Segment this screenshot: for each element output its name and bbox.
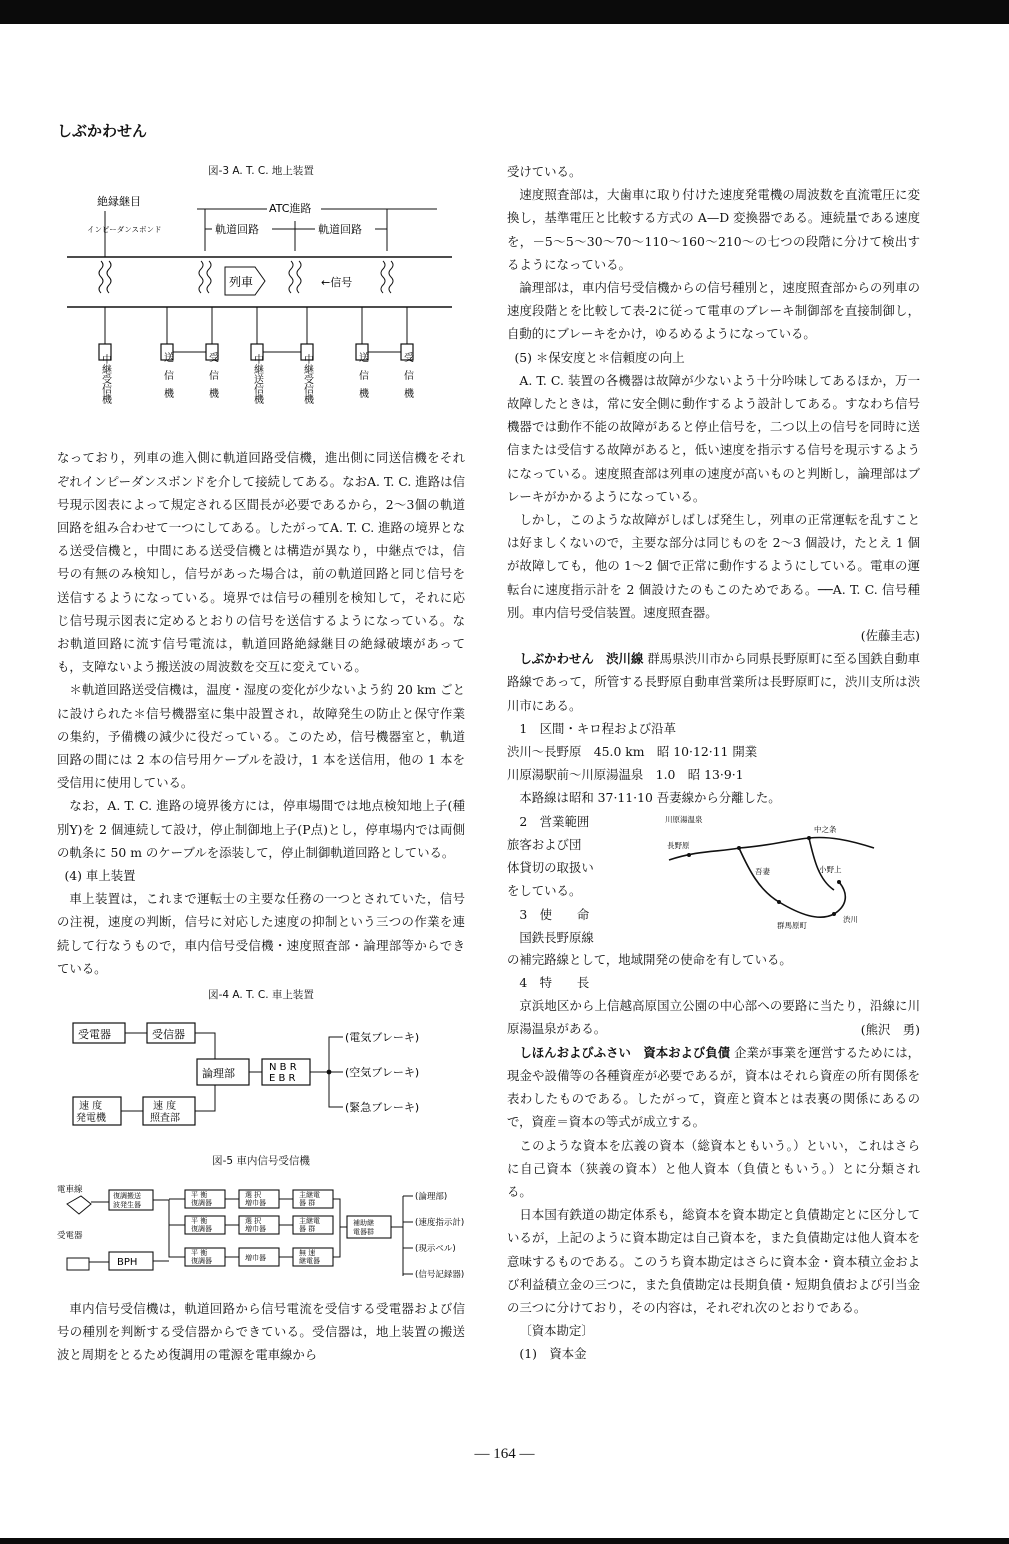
running-header: しぶかわせん xyxy=(57,122,148,140)
entry-heading-3: 3 使 命 xyxy=(519,906,590,922)
entry-body-shihon-2: このような資本を広義の資本（総資本ともいう。）といい，これはさらに自己資本（狭義の資本）と他人資本（負債ともいう。）とに分類される。 xyxy=(507,1137,920,1199)
fig3-unit-label-7: 受信機 xyxy=(401,352,413,407)
entry-route-3: 本路線は昭和 37·11·10 吾妻線から分離した。 xyxy=(519,790,781,806)
entry-body-2-line1: 旅客および団 xyxy=(507,836,582,852)
fig5-box-heikou-3b: 復調器 xyxy=(191,1256,212,1265)
fig5-box-heikou-2a: 平 衡 xyxy=(191,1216,208,1225)
fig5-box-shusen-1b: 器 群 xyxy=(299,1198,316,1207)
fig3-unit-label-5: 中継受信機 xyxy=(301,354,313,405)
fig5-box-hojo-b: 電器群 xyxy=(353,1227,374,1236)
fig4-box-ebr: E B R xyxy=(269,1073,296,1085)
fig5-caption: 図-5 車内信号受信機 xyxy=(212,1155,310,1168)
bottom-border-bar xyxy=(0,1538,1009,1544)
fig5-box-sentaku-2a: 選 択 xyxy=(245,1216,262,1225)
entry-shihon-heading-2: (1) 資本金 xyxy=(519,1346,587,1362)
right-paragraph-5: しかし，このような故障がしばしば発生し，列車の正常運転を乱すことは好ましくないので，主要な部分は同じものを 2～3 個設け，たとえ 1 個が故障しても，他の 1～2 個で正常に動作するようにしている。電車の運転台に速度指示計を 2 個設けたのもこのためである。──A. T. C. 信号種別。車内信号受信装置。速度照査器。 xyxy=(507,512,920,620)
entry-shihon-heading-1: 〔資本勘定〕 xyxy=(519,1323,594,1339)
map-label-4: 小野上 xyxy=(819,864,842,874)
fig3-label-signal: ←信号 xyxy=(321,276,353,290)
entry-body-4: 京浜地区から上信越高原国立公園の中心部への要路に当たり，沿線に川原湯温泉がある。 xyxy=(507,998,920,1037)
fig3-atc-ground-diagram xyxy=(57,189,465,429)
fig5-box-zouhaba: 増巾器 xyxy=(245,1253,266,1262)
fig3-label-insulation: 絶縁継目 xyxy=(97,195,141,209)
fig5-box-fukuchou-1: 復調搬送 xyxy=(113,1191,141,1200)
route-map xyxy=(659,810,889,940)
fig4-box-hatsuden-2: 発電機 xyxy=(76,1113,106,1125)
fig4-box-shousa-1: 速 度 xyxy=(153,1101,177,1113)
map-label-5: 吾妻 xyxy=(755,866,770,876)
fig3-label-atc: ATC進路 xyxy=(269,202,312,216)
fig5-box-heikou-2b: 復調器 xyxy=(191,1224,212,1233)
fig3-unit-label-4: 中継送信機 xyxy=(251,354,263,405)
fig5-box-sentaku-1b: 増巾器 xyxy=(245,1198,266,1207)
fig4-box-nbr: N B R xyxy=(269,1062,297,1074)
fig4-output-1: (電気ブレーキ) xyxy=(345,1031,420,1045)
fig3-unit-label-2: 送信機 xyxy=(161,352,173,407)
map-label-3: 渋川 xyxy=(843,914,858,924)
fig5-box-bph: BPH xyxy=(117,1256,138,1268)
left-paragraph-5: 車内信号受信機は，軌道回路から信号電流を受信する受電器および信号の種別を判断する受信器からできている。受信器は，地上装置の搬送波と周期をとるため復調用の電源を電車線から xyxy=(57,1300,465,1363)
fig5-box-sentaku-1a: 選 択 xyxy=(245,1190,262,1199)
fig5-box-fukuchou-2: 波発生器 xyxy=(113,1200,141,1209)
fig5-box-heikou-1b: 復調器 xyxy=(191,1198,212,1207)
fig3-label-track2: 軌道回路 xyxy=(318,223,362,237)
fig5-receiver-diagram xyxy=(57,1182,465,1282)
map-label-7: 川原湯温泉 xyxy=(665,814,703,824)
right-paragraph-3: 論理部は，車内信号受信機からの信号種別と，速度照査部からの列車の速度段階とを比較して表-2に従って電車のブレーキ制御部を直接制御し，自動的にブレーキをかけ，ゆるめるようになっている。 xyxy=(507,280,920,342)
fig4-box-jushinki: 受信器 xyxy=(152,1028,185,1042)
fig4-box-hatsuden-1: 速 度 xyxy=(79,1101,103,1113)
fig5-box-shusen-1a: 主継電 xyxy=(299,1190,320,1199)
fig5-box-shusen-2a: 主継電 xyxy=(299,1216,320,1225)
fig4-box-shousa-2: 照査部 xyxy=(150,1113,180,1125)
fig4-caption: 図-4 A. T. C. 車上装置 xyxy=(208,989,314,1002)
entry-body-3a: 国鉄長野原線 xyxy=(519,929,594,945)
right-paragraph-1: 受けている。 xyxy=(507,164,582,179)
fig5-output-1: (論理部) xyxy=(415,1191,448,1202)
fig5-box-mutoku-a: 無 速 xyxy=(299,1248,316,1257)
left-paragraph-1: なっており，列車の進入側に軌道回路受信機，進出側に同送信機をそれぞれインピーダンスボンドを介して接続してある。なおA. T. C. 進路は信号現示図表によって規定される区間長が必要であるから，2～3個の軌道回路を組み合わせて一つにしてある。したがってA. T. C. 進路の境界となる送受信機と，中間にある送受信機とは構造が異なり，中継点では，信号の有無のみ検知し，信号があった場合は，前の軌道回路と同じ信号を送信するようになっている。境界では信号の種別を検知して，それに応じ信号現示図表に定めるとおりの信号を送信するようになっている。なお軌道回路に流す信号電流は，軌道回路絶縁継目の絶縁破壊があっても，支障ないよう搬送波の周波数を交互に変えている。 xyxy=(57,450,465,675)
fig5-output-2: (速度指示計) xyxy=(415,1217,465,1228)
fig5-box-heikou-1a: 平 衡 xyxy=(191,1190,208,1199)
fig5-box-mutoku-b: 継電器 xyxy=(299,1256,320,1265)
fig3-unit-label-6: 送信機 xyxy=(356,352,368,407)
left-paragraph-2: ＊軌道回路送受信機は，温度・湿度の変化が少ないよう約 20 km ごとに設けられた＊信号機器室に集中設置され，故障発生の防止と保守作業の集約，予備機の減少に役だっている。このため，信号機器室と，軌道回路の間には 2 本の信号用ケーブルを設け，1 本を送信用，他の 1 本を受信用に使用している。 xyxy=(57,682,465,791)
left-heading-4: (4) 車上装置 xyxy=(64,868,136,884)
fig4-output-3: (緊急ブレーキ) xyxy=(345,1101,420,1115)
author-signature-2: (熊沢 勇) xyxy=(860,1021,920,1037)
entry-heading-1: 1 区間・キロ程および沿革 xyxy=(519,720,676,736)
entry-body-shihon-3: 日本国有鉄道の勘定体系も，総資本を資本勘定と負債勘定とに区分しているが，上記のように資本勘定は自己資本を，また負債勘定は他人資本を意味するものである。このうち資本勘定はさらに資本金・資本積立金および利益積立金の三つに，また負債勘定は長期負債・短期負債および引当金の三つに分けており，その内容は，それぞれ次のとおりである。 xyxy=(507,1207,920,1315)
fig5-output-3: (現示ベル) xyxy=(415,1243,456,1254)
fig4-output-2: (空気ブレーキ) xyxy=(345,1066,420,1080)
entry-body-shibukawa: 群馬県渋川市から同県長野原町に至る国鉄自動車路線であって，所管する長野原自動車営業所は長野原町に，渋川支所は渋川市にある。 xyxy=(507,651,921,713)
entry-route-1: 渋川～長野原 45.0 km 昭 10·12·11 開業 xyxy=(507,744,758,760)
entry-route-2: 川原湯駅前～川原湯温泉 1.0 昭 13·9·1 xyxy=(507,767,744,783)
entry-shibukawa xyxy=(507,647,920,717)
fig3-label-bond: インピーダンスボンド xyxy=(87,225,162,235)
map-label-1: 長野原 xyxy=(667,840,690,850)
fig5-box-sentaku-2b: 増巾器 xyxy=(245,1224,266,1233)
entry-body-shihon-1: 企業が事業を運営するためには，現金や設備等の各種資産が必要であるが，資本はそれら資産の所有関係を表わしたものである。したがって，資産と資本とは表裏の関係にあるので，資産＝資本の等式が成立する。 xyxy=(507,1044,921,1130)
fig3-label-track1: 軌道回路 xyxy=(215,223,259,237)
left-column xyxy=(57,160,465,1367)
entry-title-shibukawa: しぶかわせん 渋川線 xyxy=(519,651,644,667)
left-paragraph-3: なお，A. T. C. 進路の境界後方には，停車場間では地点検知地上子(種別Y)を 2 個連続して設け，停止制御地上子(P点)とし，停車場内では両側の軌条に 50 m のケーブルを添装して，停止制御軌道回路としている。 xyxy=(57,798,465,860)
fig3-unit-label-3: 受信機 xyxy=(206,352,218,407)
fig5-output-4: (信号記録器) xyxy=(415,1269,465,1280)
right-paragraph-4: A. T. C. 装置の各機器は故障が少ないよう十分吟味してあるほか，万一故障したときは，常に安全側に動作するよう設計してある。すなわち信号機器では動作不能の故障があると停止信号を，二つ以上の信号を同時に送信または受信する故障があると，低い速度を指示する信号を現示するようになっている。速度照査部は列車の速度が高いものと判断し，論理部はブレーキがかかるようになっている。 xyxy=(507,372,920,504)
signature-line-1 xyxy=(507,624,920,647)
fig5-box-shusen-2b: 器 群 xyxy=(299,1224,316,1233)
page-number: — 164 — xyxy=(474,1446,535,1462)
right-heading-5: (5) ＊保安度と＊信頼度の向上 xyxy=(514,349,685,365)
top-border-bar xyxy=(0,0,1009,24)
fig3-label-train: 列車 xyxy=(229,275,254,290)
map-label-6: 群馬原町 xyxy=(777,920,807,930)
fig3-unit-label-1: 中継受信機 xyxy=(99,354,111,405)
fig5-receiver-coil-icon xyxy=(67,1258,89,1270)
entry-shihon xyxy=(507,1041,920,1134)
entry-heading-4: 4 特 長 xyxy=(519,974,590,990)
entry-body-3b: の補完路線として，地域開発の使命を有している。 xyxy=(507,951,792,967)
entry-heading-2: 2 営業範囲 xyxy=(519,813,590,829)
entry-body-2-line3: をしている。 xyxy=(507,883,582,899)
fig5-label-jutenki: 受電器 xyxy=(57,1230,83,1241)
fig5-label-densha: 電車線 xyxy=(57,1184,83,1195)
fig4-onboard-diagram xyxy=(57,1015,465,1133)
map-label-2: 中之条 xyxy=(814,824,837,834)
left-paragraph-4: 車上装置は，これまで運転士の主要な任務の一つとされていた，信号の注視，速度の判断，信号に対応した速度の抑制という三つの作業を連続して行なうもので，車内信号受信機・速度照査部・論理部等からできている。 xyxy=(57,891,465,976)
fig4-box-ronri: 論理部 xyxy=(202,1067,235,1081)
fig4-box-jutenki: 受電器 xyxy=(78,1028,111,1042)
fig5-box-heikou-3a: 平 衡 xyxy=(191,1248,208,1257)
entry-title-shihon: しほんおよびふさい 資本および負債 xyxy=(519,1044,731,1060)
fig5-pantograph-icon xyxy=(67,1196,91,1214)
fig5-box-hojo-a: 補助継 xyxy=(353,1218,374,1227)
entry-map-block xyxy=(507,810,920,948)
right-column xyxy=(507,160,920,1366)
right-paragraph-2: 速度照査部は，大歯車に取り付けた速度発電機の周波数を直流電圧に変換し，基準電圧と比較する方式の A—D 変換器である。連続量である速度を，－5～5～30～70～110～160～210～の七つの段階に分けて検出するようになっている。 xyxy=(507,187,920,272)
entry-body-2-line2: 体貸切の取扱い xyxy=(507,860,594,876)
author-signature-1: (佐藤圭志) xyxy=(860,628,920,644)
fig3-caption: 図-3 A. T. C. 地上装置 xyxy=(208,165,314,177)
